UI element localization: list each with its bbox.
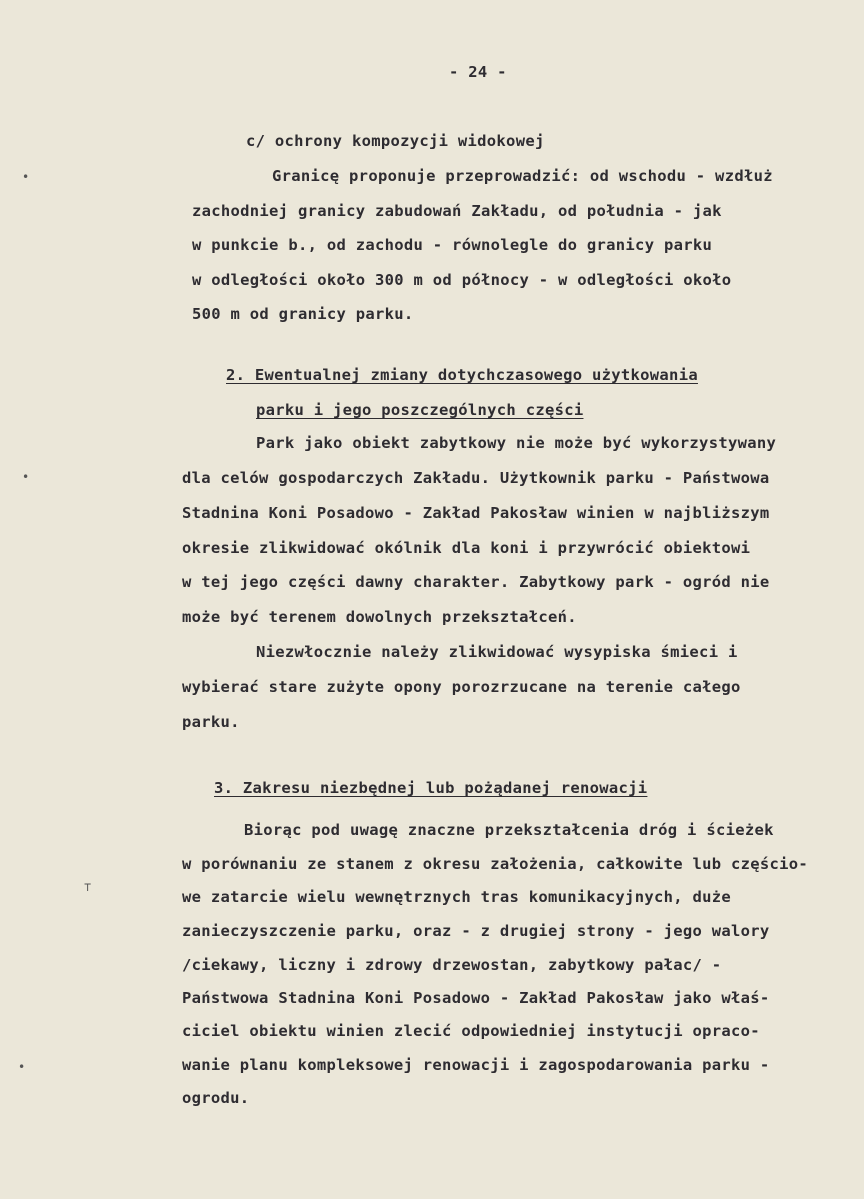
text-line: we zatarcie wielu wewnętrznych tras komunikacyjnych, duże [182, 888, 732, 906]
text-line: zachodniej granicy zabudowań Zakładu, od południa - jak [192, 202, 722, 220]
section-2-heading-continued: parku i jego poszczególnych części [256, 401, 584, 419]
text-line: Państwowa Stadnina Koni Posadowo - Zakład Pakosław jako właś- [182, 989, 770, 1007]
text-line: wanie planu kompleksowej renowacji i zagospodarowania parku - [182, 1056, 770, 1074]
text-line: parku. [182, 713, 240, 731]
section-3-heading: 3. Zakresu niezbędnej lub pożądanej renowacji [214, 779, 648, 797]
text-line: ciciel obiektu winien zlecić odpowiedniej instytucji opraco- [182, 1022, 760, 1040]
text-line: Granicę proponuje przeprowadzić: od wschodu - wzdłuż [272, 167, 773, 185]
text-line: ogrodu. [182, 1089, 250, 1107]
text-line: dla celów gospodarczych Zakładu. Użytkownik parku - Państwowa [182, 469, 770, 487]
section-2-heading: 2. Ewentualnej zmiany dotychczasowego użytkowania [226, 366, 698, 384]
text-line: Stadnina Koni Posadowo - Zakład Pakosław winien w najbliższym [182, 504, 770, 522]
section-c-heading: c/ ochrony kompozycji widokowej [246, 132, 545, 150]
margin-dot-mark: • [22, 470, 30, 484]
margin-tick-mark: ⊤ [84, 880, 92, 894]
text-line: w punkcie b., od zachodu - równolegle do granicy parku [192, 236, 713, 254]
text-line: Niezwłocznie należy zlikwidować wysypiska śmieci i [256, 643, 738, 661]
text-line: okresie zlikwidować okólnik dla koni i przywrócić obiektowi [182, 539, 751, 557]
text-line: Biorąc pod uwagę znaczne przekształcenia dróg i ścieżek [244, 821, 774, 839]
text-line: w tej jego części dawny charakter. Zabytkowy park - ogród nie [182, 573, 770, 591]
text-line: w odległości około 300 m od północy - w odległości około [192, 271, 732, 289]
text-line: wybierać stare zużyte opony porozrzucane na terenie całego [182, 678, 741, 696]
text-line: Park jako obiekt zabytkowy nie może być wykorzystywany [256, 434, 777, 452]
page-number: - 24 - [449, 63, 507, 81]
margin-dot-mark: • [18, 1060, 26, 1074]
text-line: może być terenem dowolnych przekształceń. [182, 608, 577, 626]
text-line: /ciekawy, liczny i zdrowy drzewostan, zabytkowy pałac/ - [182, 956, 722, 974]
text-line: w porównaniu ze stanem z okresu założenia, całkowite lub częścio- [182, 855, 809, 873]
margin-dot-mark: • [22, 170, 30, 184]
text-line: zanieczyszczenie parku, oraz - z drugiej strony - jego walory [182, 922, 770, 940]
text-line: 500 m od granicy parku. [192, 305, 414, 323]
